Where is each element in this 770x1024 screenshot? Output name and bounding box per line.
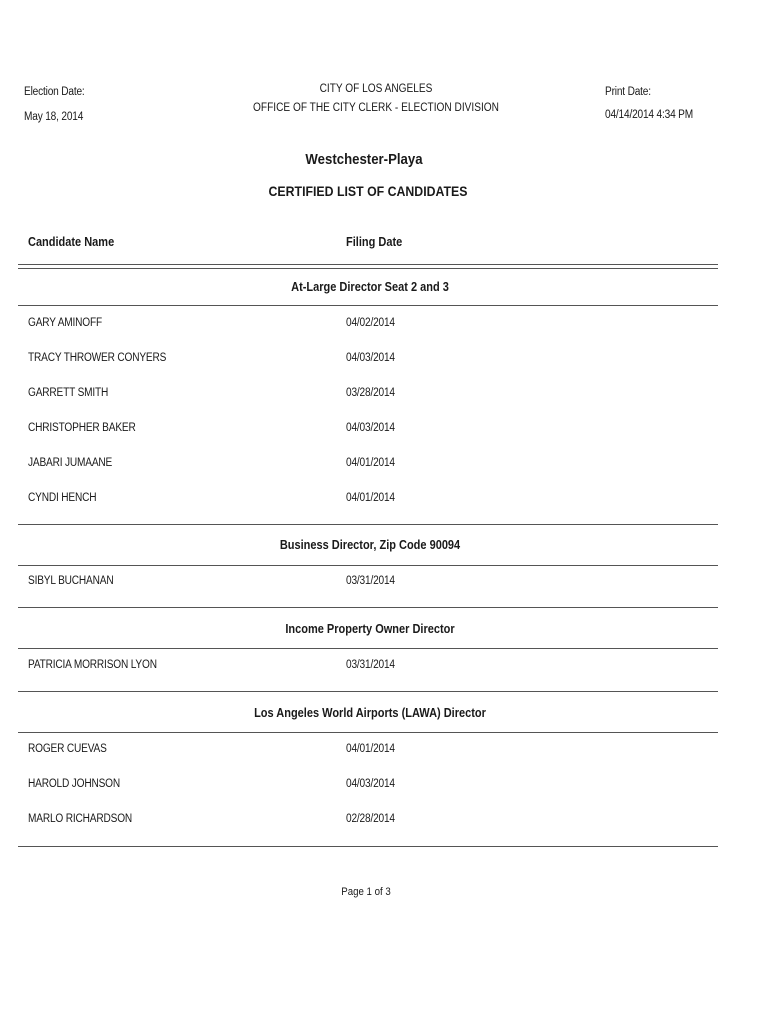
- section-divider: [18, 607, 718, 608]
- org-name: CITY OF LOS ANGELES: [319, 83, 433, 95]
- org-division: OFFICE OF THE CITY CLERK - ELECTION DIVISION: [253, 102, 499, 114]
- section-divider: [18, 846, 718, 847]
- page-title: Westchester-Playa: [305, 151, 423, 168]
- section-title: At-Large Director Seat 2 and 3: [291, 280, 449, 294]
- filing-date: 04/01/2014: [346, 492, 395, 504]
- candidate-name: CYNDI HENCH: [28, 492, 97, 504]
- filing-date: 03/31/2014: [346, 575, 395, 587]
- filing-date: 04/01/2014: [346, 743, 395, 755]
- section-divider: [18, 524, 718, 525]
- candidate-name: GARRETT SMITH: [28, 387, 109, 399]
- filing-date: 02/28/2014: [346, 813, 395, 825]
- section-title: Income Property Owner Director: [285, 622, 455, 636]
- print-date-label: Print Date:: [605, 86, 651, 98]
- candidate-name: TRACY THROWER CONYERS: [28, 352, 167, 364]
- print-date-value: 04/14/2014 4:34 PM: [605, 109, 693, 121]
- election-date-label: Election Date:: [24, 86, 85, 98]
- candidate-name: GARY AMINOFF: [28, 317, 103, 329]
- filing-date: 04/02/2014: [346, 317, 395, 329]
- filing-date: 04/03/2014: [346, 778, 395, 790]
- page-number: Page 1 of 3: [341, 886, 391, 898]
- section-divider: [18, 732, 718, 733]
- candidate-name: MARLO RICHARDSON: [28, 813, 133, 825]
- filing-date: 04/01/2014: [346, 457, 395, 469]
- candidate-name: JABARI JUMAANE: [28, 457, 113, 469]
- filing-date: 04/03/2014: [346, 422, 395, 434]
- candidate-name: SIBYL BUCHANAN: [28, 575, 114, 587]
- filing-date: 03/31/2014: [346, 659, 395, 671]
- election-date-value: May 18, 2014: [24, 111, 84, 123]
- candidate-name: ROGER CUEVAS: [28, 743, 107, 755]
- filing-date: 04/03/2014: [346, 352, 395, 364]
- candidate-name: CHRISTOPHER BAKER: [28, 422, 136, 434]
- candidate-name: HAROLD JOHNSON: [28, 778, 121, 790]
- column-header-date: Filing Date: [346, 235, 403, 249]
- section-title: Business Director, Zip Code 90094: [279, 538, 461, 552]
- header-divider: [18, 264, 718, 269]
- section-divider: [18, 305, 718, 306]
- column-header-name: Candidate Name: [28, 235, 115, 249]
- page-subtitle: CERTIFIED LIST OF CANDIDATES: [268, 183, 468, 199]
- section-divider: [18, 565, 718, 566]
- filing-date: 03/28/2014: [346, 387, 395, 399]
- section-title: Los Angeles World Airports (LAWA) Director: [254, 706, 486, 720]
- candidate-name: PATRICIA MORRISON LYON: [28, 659, 157, 671]
- section-divider: [18, 648, 718, 649]
- section-divider: [18, 691, 718, 692]
